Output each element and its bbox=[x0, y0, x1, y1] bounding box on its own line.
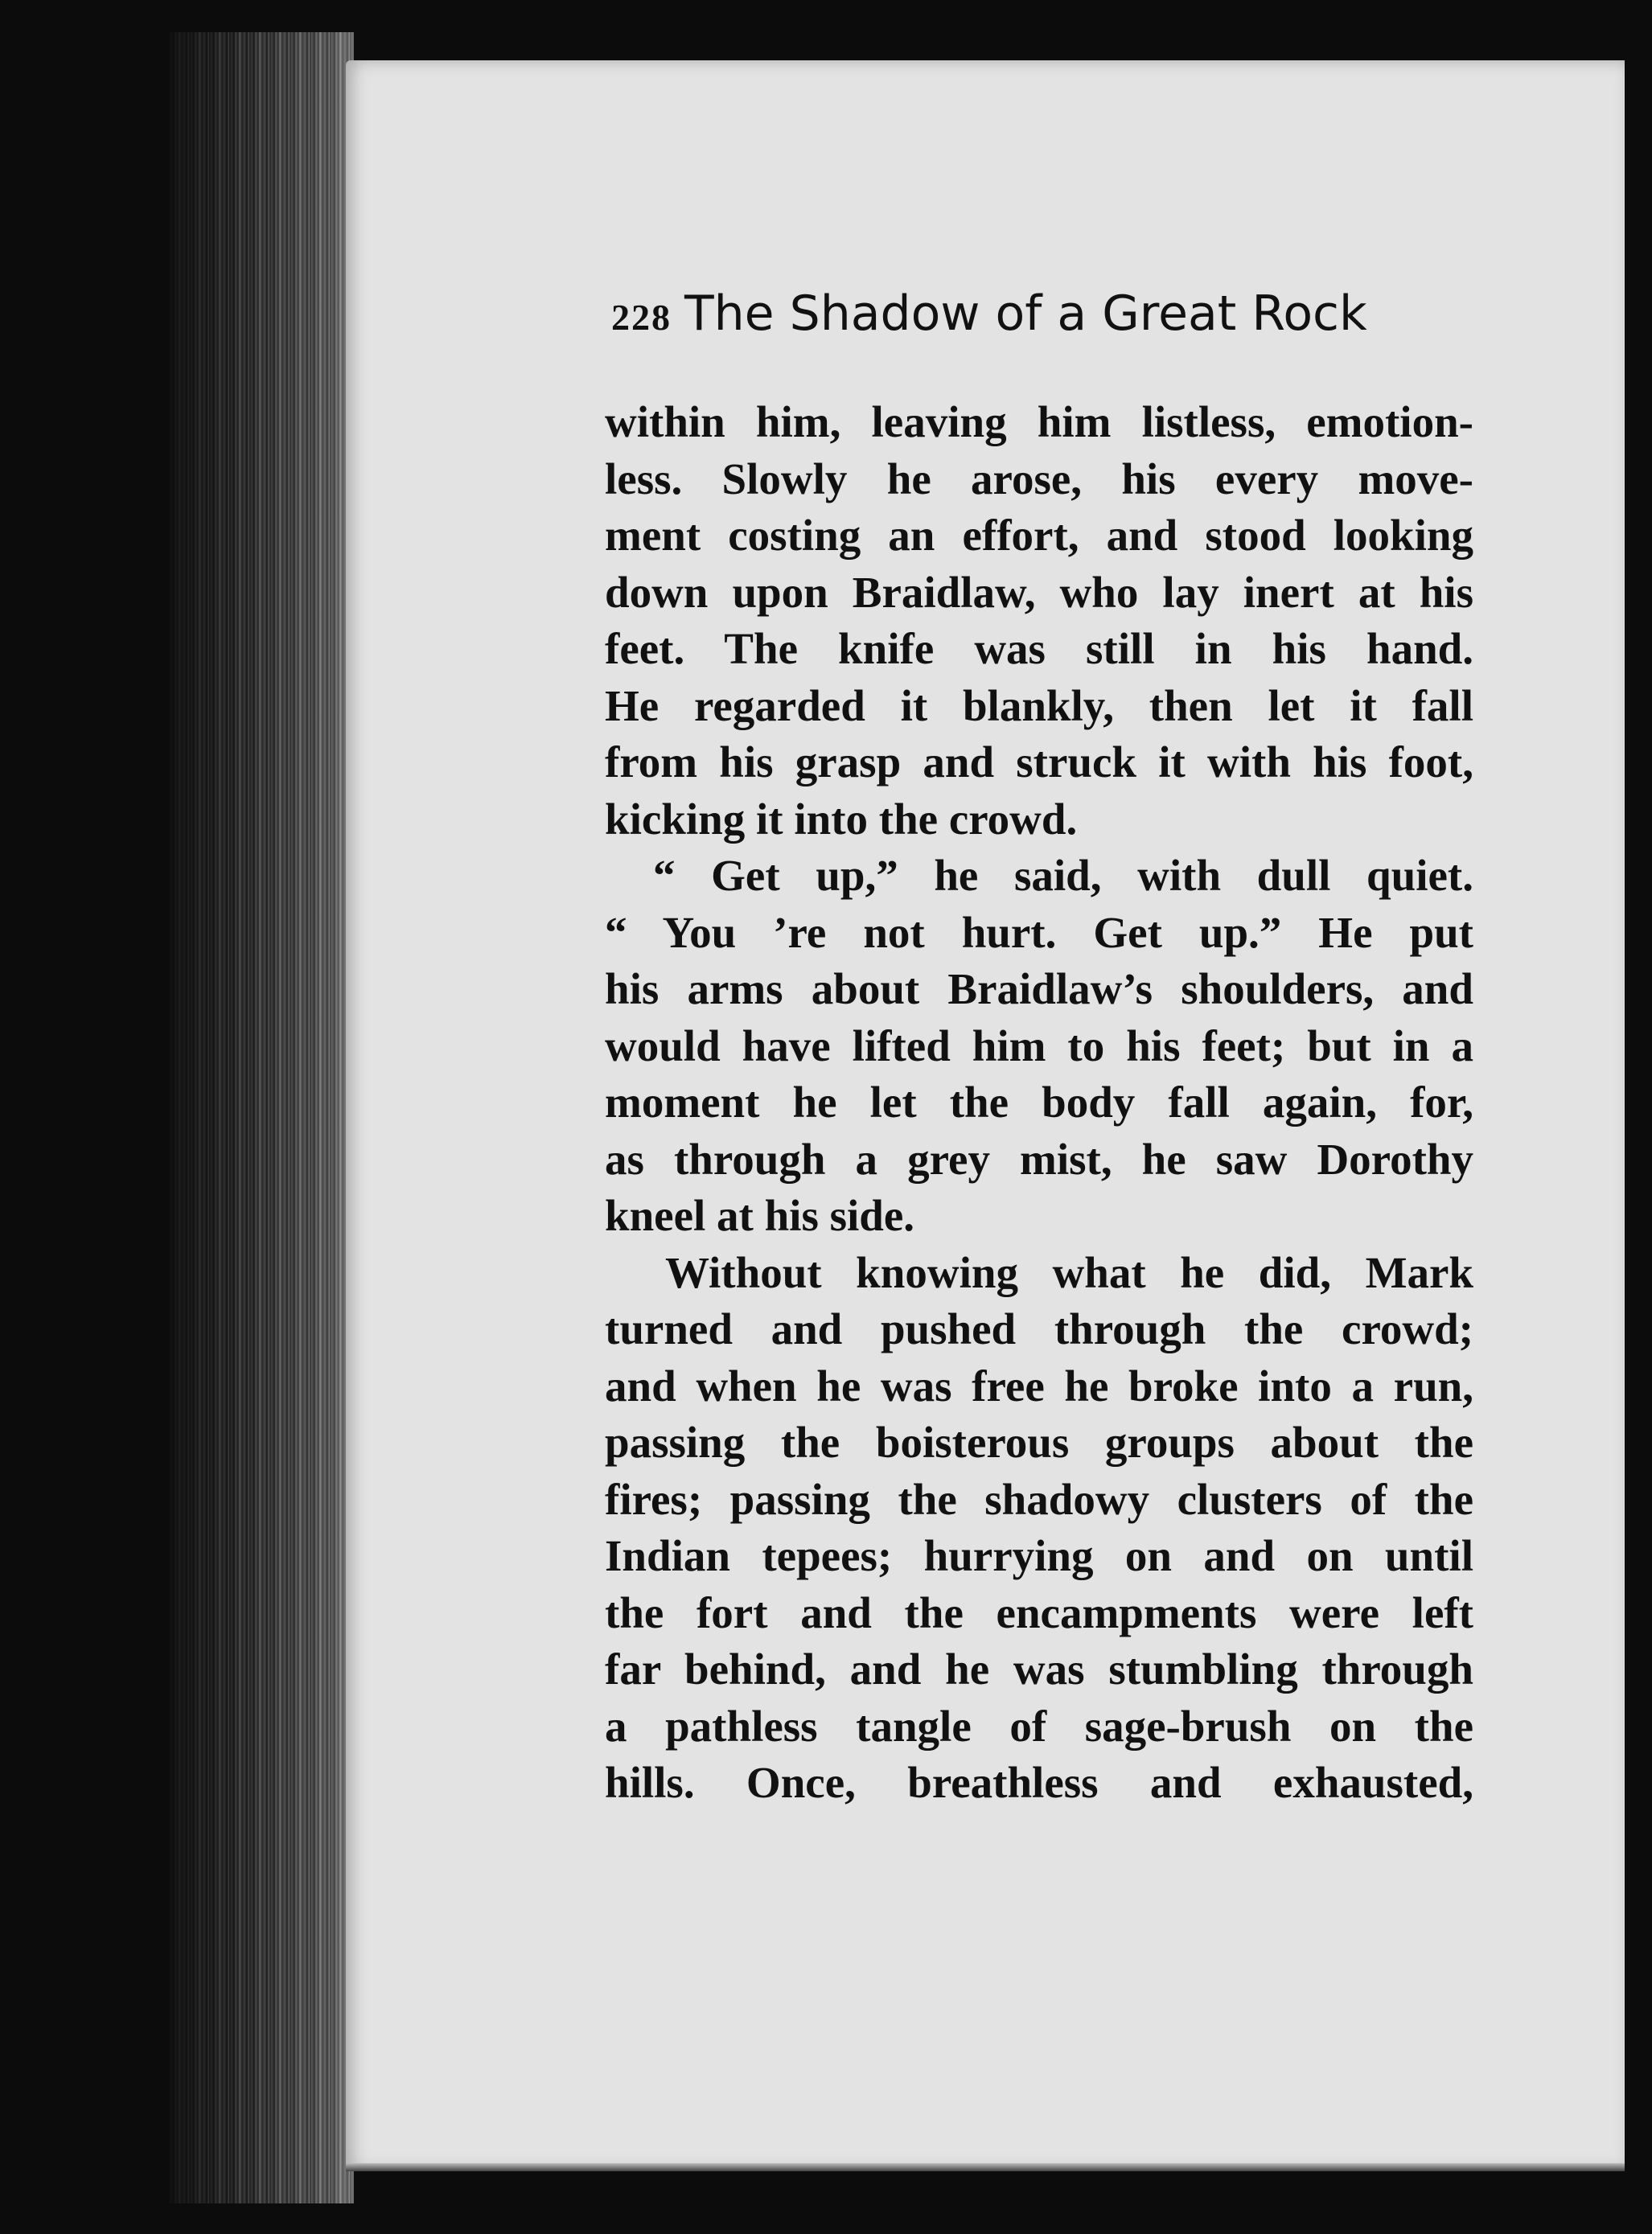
text-line: feet. The knife was still in his hand. bbox=[605, 624, 1473, 673]
text-line: the fort and the encampments were left bbox=[605, 1587, 1473, 1637]
text-line: “ Get up,” he said, with dull quiet. bbox=[653, 851, 1473, 900]
text-line: down upon Braidlaw, who lay inert at his bbox=[605, 567, 1473, 617]
text-line: far behind, and he was stumbling through bbox=[605, 1645, 1473, 1694]
text-line: “ You ’re not hurt. Get up.” He put bbox=[605, 907, 1473, 957]
running-head bbox=[611, 285, 1416, 358]
text-line: Indian tepees; hurrying on and on until bbox=[605, 1531, 1473, 1580]
text-line: kicking it into the crowd. bbox=[605, 794, 1078, 844]
text-line: ment costing an effort, and stood looking bbox=[605, 511, 1473, 560]
text-line: from his grasp and struck it with his foot, bbox=[605, 737, 1473, 786]
text-line: as through a grey mist, he saw Dorothy bbox=[605, 1134, 1473, 1184]
text-line: within him, leaving him listless, emotion- bbox=[605, 397, 1473, 446]
text-line: Without knowing what he did, Mark bbox=[665, 1247, 1473, 1297]
text-line: kneel at his side. bbox=[605, 1191, 915, 1240]
book-title: The Shadow of a Great Rock bbox=[684, 285, 1367, 342]
spine-shadow bbox=[169, 32, 354, 2203]
text-line: He regarded it blankly, then let it fall bbox=[605, 680, 1473, 730]
text-line: turned and pushed through the crowd; bbox=[605, 1304, 1473, 1353]
text-line: less. Slowly he arose, his every move- bbox=[605, 454, 1473, 503]
text-line: fires; passing the shadowy clusters of the bbox=[605, 1474, 1473, 1524]
text-line: hills. Once, breathless and exhausted, bbox=[605, 1758, 1473, 1807]
text-line: his arms about Braidlaw’s shoulders, and bbox=[605, 964, 1473, 1013]
text-line: would have lifted him to his feet; but in a bbox=[605, 1020, 1473, 1070]
text-line: moment he let the body fall again, for, bbox=[605, 1078, 1473, 1127]
text-line: passing the boisterous groups about the bbox=[605, 1418, 1473, 1467]
page-number: 228 bbox=[611, 297, 672, 338]
page-bottom-edge bbox=[346, 2163, 1625, 2171]
text-line: a pathless tangle of sage-brush on the bbox=[605, 1701, 1473, 1751]
body-text bbox=[605, 394, 1473, 1812]
text-line: and when he was free he broke into a run, bbox=[605, 1361, 1473, 1411]
